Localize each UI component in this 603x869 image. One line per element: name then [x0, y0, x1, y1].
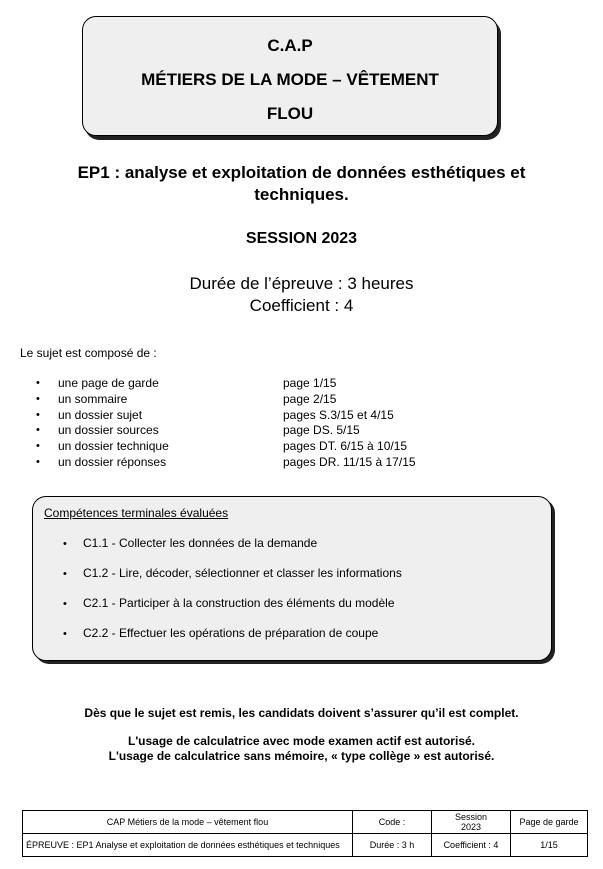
- competences-box: [32, 496, 552, 661]
- bullet-icon: •: [63, 628, 67, 640]
- item-pages: pages DT. 6/15 à 10/15: [283, 439, 408, 454]
- bullet-icon: •: [36, 455, 40, 468]
- item-label: un dossier technique: [58, 439, 169, 454]
- footer-table: [22, 810, 588, 857]
- exam-title-line-2: techniques.: [254, 185, 349, 204]
- competence-text: C2.2 - Effectuer les opérations de préparation de coupe: [83, 626, 379, 640]
- bullet-icon: •: [63, 598, 67, 610]
- competence-item: [63, 626, 378, 640]
- item-label: une page de garde: [58, 376, 159, 390]
- footer-coefficient: Coefficient : 4: [432, 834, 511, 857]
- footer-session-label: Session: [454, 812, 488, 822]
- header-line-3: FLOU: [266, 104, 314, 123]
- exam-title-line-1: EP1 : analyse et exploitation de données esthétiques et: [77, 163, 526, 182]
- competence-item: [63, 536, 317, 550]
- composition-intro: Le sujet est composé de :: [20, 346, 157, 360]
- bullet-icon: •: [36, 377, 40, 389]
- competence-text: C1.2 - Lire, décoder, sélectionner et classer les informations: [83, 566, 402, 580]
- footer-epreuve: ÉPREUVE : EP1 Analyse et exploitation de données esthétiques et techniques: [23, 834, 353, 857]
- competence-text: C2.1 - Participer à la construction des éléments du modèle: [83, 596, 395, 610]
- item-label: un sommaire: [58, 391, 128, 406]
- bullet-icon: •: [63, 568, 67, 580]
- session-label: SESSION 2023: [245, 230, 358, 247]
- footer-row-1: [23, 811, 588, 834]
- coefficient-text: Coefficient : 4: [249, 296, 354, 315]
- notice-complete: Dès que le sujet est remis, les candidats doivent s’assurer qu’il est complet.: [84, 706, 519, 720]
- footer-code: Code :: [353, 811, 432, 834]
- footer-session-year: 2023: [460, 822, 482, 832]
- footer-page-label: Page de garde: [511, 811, 588, 834]
- bullet-icon: •: [36, 424, 40, 437]
- notice-calculator-1: L'usage de calculatrice avec mode examen actif est autorisé.: [127, 734, 475, 748]
- item-pages: page DS. 5/15: [283, 423, 360, 438]
- competence-item: [63, 566, 402, 580]
- bullet-icon: •: [36, 440, 40, 453]
- footer-page-number: 1/15: [511, 834, 588, 857]
- item-pages: page 1/15: [283, 376, 337, 390]
- item-label: un dossier sujet: [58, 407, 143, 422]
- competence-item: [63, 596, 395, 610]
- item-pages: pages S.3/15 et 4/15: [283, 407, 394, 422]
- competences-heading: Compétences terminales évaluées: [44, 506, 229, 520]
- competence-text: C1.1 - Collecter les données de la demande: [83, 536, 318, 550]
- header-line-1: C.A.P: [267, 36, 313, 55]
- footer-session: [432, 811, 511, 834]
- bullet-icon: •: [36, 408, 40, 421]
- item-pages: pages DR. 11/15 à 17/15: [283, 454, 416, 469]
- bullet-icon: •: [63, 538, 67, 550]
- item-pages: page 2/15: [283, 391, 337, 406]
- item-label: un dossier réponses: [58, 454, 167, 469]
- bullet-icon: •: [36, 392, 40, 405]
- duration-block: [0, 273, 603, 317]
- header-line-2: MÉTIERS DE LA MODE – VÊTEMENT: [141, 70, 439, 89]
- title-box: [82, 16, 498, 136]
- footer-program: CAP Métiers de la mode – vêtement flou: [23, 811, 353, 834]
- duration-text: Durée de l’épreuve : 3 heures: [189, 274, 414, 293]
- item-label: un dossier sources: [58, 423, 159, 438]
- footer-row-2: [23, 834, 588, 857]
- exam-title: [30, 162, 573, 206]
- notice-calculator-2: L'usage de calculatrice sans mémoire, « type collège » est autorisé.: [108, 749, 495, 763]
- footer-duree: Durée : 3 h: [353, 834, 432, 857]
